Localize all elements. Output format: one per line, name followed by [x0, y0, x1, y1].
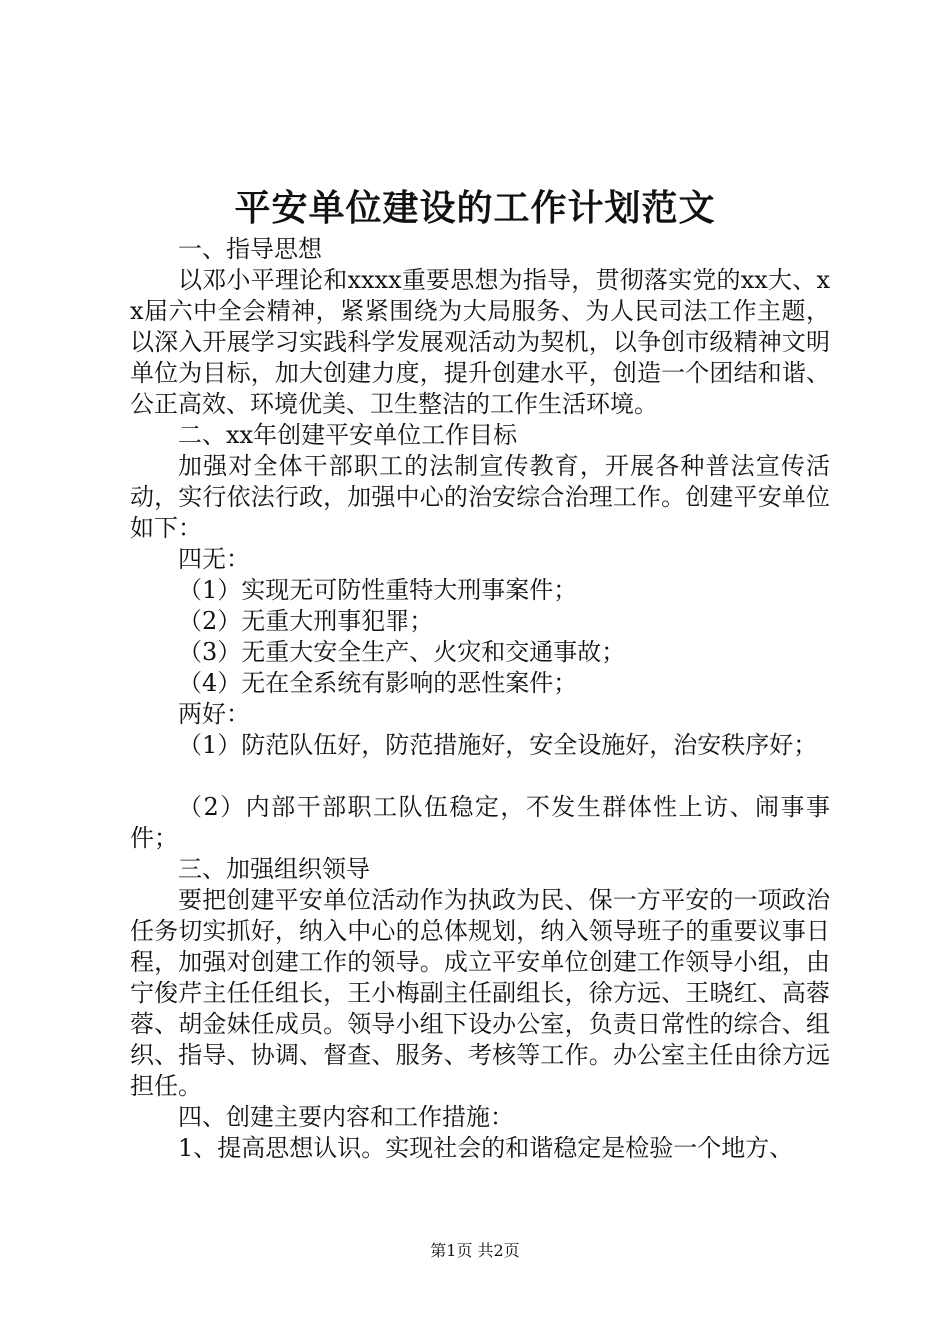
- section-heading-4: 四、创建主要内容和工作措施：: [178, 1103, 514, 1131]
- document-body: [130, 234, 830, 1164]
- section-paragraph-2: 加强对全体干部职工的法制宣传教育，开展各种普法宣传活动，实行依法行政，加强中心的治安综合治理工作。创建平安单位如下：: [130, 452, 830, 542]
- section-heading-1: 一、指导思想: [178, 235, 322, 263]
- section-paragraph-1: 以邓小平理论和xxxx重要思想为指导，贯彻落实党的xx大、xx届六中全会精神，紧紧围绕为大局服务、为人民司法工作主题，以深入开展学习实践科学发展观活动为契机，以争创市级精神文明单位为目标，加大创建力度，提升创建水平，创造一个团结和谐、公正高效、环境优美、卫生整洁的工作生活环境。: [130, 266, 830, 418]
- section-heading-3: 三、加强组织领导: [178, 855, 370, 883]
- blank-line: [130, 761, 830, 792]
- list-item: （2）无重大刑事犯罪；: [178, 607, 434, 635]
- four-no-label: 四无：: [178, 545, 250, 573]
- list-item: （1）实现无可防性重特大刑事案件；: [178, 576, 578, 604]
- section-item-4-1: 1、提高思想认识。实现社会的和谐稳定是检验一个地方、: [178, 1134, 794, 1162]
- list-item: （1）防范队伍好，防范措施好，安全设施好，治安秩序好；: [178, 731, 818, 759]
- two-good-label: 两好：: [178, 700, 250, 728]
- list-item: （3）无重大安全生产、火灾和交通事故；: [178, 638, 626, 666]
- document-title: 平安单位建设的工作计划范文: [234, 187, 716, 229]
- list-item: （2）内部干部职工队伍稳定，不发生群体性上访、闹事事件；: [130, 793, 830, 852]
- list-item: （4）无在全系统有影响的恶性案件；: [178, 669, 578, 697]
- section-heading-2: 二、xx年创建平安单位工作目标: [178, 421, 518, 449]
- page-footer: 第1页 共2页: [430, 1241, 520, 1260]
- section-paragraph-3: 要把创建平安单位活动作为执政为民、保一方平安的一项政治任务切实抓好，纳入中心的总体规划，纳入领导班子的重要议事日程，加强对创建工作的领导。成立平安单位创建工作领导小组，由宁俊芹主任任组长，王小梅副主任副组长，徐方远、王晓红、高蓉蓉、胡金妹任成员。领导小组下设办公室，负责日常性的综合、组织、指导、协调、督查、服务、考核等工作。办公室主任由徐方远担任。: [130, 886, 830, 1100]
